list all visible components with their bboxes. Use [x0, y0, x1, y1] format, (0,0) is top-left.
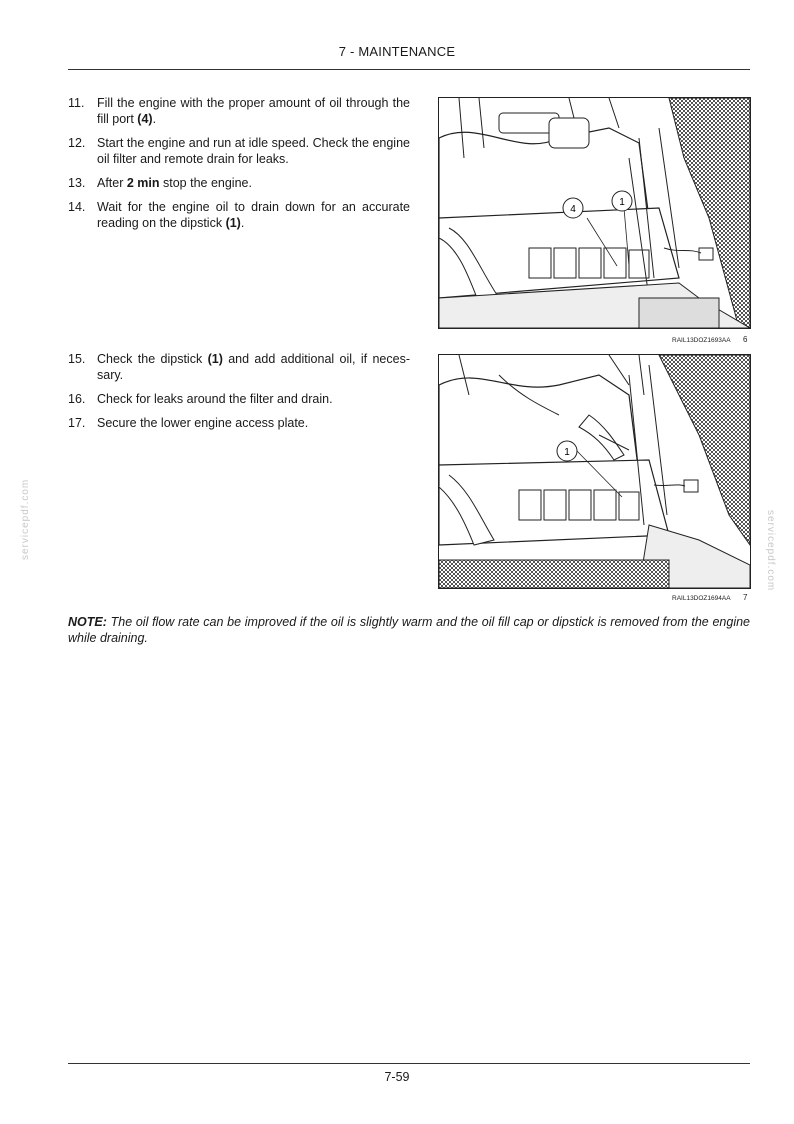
step-text: Wait for the engine oil to drain down for an accurate reading on the dipstick: [97, 200, 410, 230]
engine-illustration-2: [439, 355, 750, 588]
step-bold: 2 min: [126, 176, 160, 190]
step-text: Fill the engine with the proper amount of oil through the fill port: [97, 96, 410, 126]
step-number: 17.: [68, 416, 86, 430]
step-item: [68, 95, 410, 127]
step-number: 13.: [68, 176, 86, 190]
watermark-left: servicepdf.com: [20, 478, 31, 560]
step-text: Check the dipstick: [97, 352, 208, 366]
step-number: 12.: [68, 136, 86, 150]
header-rule: [68, 69, 750, 70]
step-item: [68, 135, 410, 167]
step-item: [68, 415, 410, 431]
step-number: 15.: [68, 352, 86, 366]
step-item: [68, 199, 410, 231]
callout-label-1: 1: [564, 447, 570, 458]
note-label: NOTE:: [68, 615, 107, 629]
figure-7-number: 7: [743, 593, 748, 602]
callout-label-1: 1: [619, 197, 625, 208]
figure-6-number: 6: [743, 335, 748, 344]
step-bold: (1): [225, 216, 241, 230]
steps-list-a: [68, 95, 410, 239]
step-text-end: and add additional oil, if neces-sary.: [97, 352, 410, 382]
step-number: 11.: [68, 96, 85, 110]
step-text: Secure the lower engine access plate.: [97, 416, 309, 430]
watermark-right: servicepdf.com: [765, 510, 776, 592]
engine-illustration-1: [439, 98, 750, 328]
figure-7-code: RAIL13DOZ1694AA: [672, 595, 731, 602]
section-title: 7 - MAINTENANCE: [338, 44, 456, 59]
step-bold: (4): [137, 112, 153, 126]
step-item: [68, 175, 410, 191]
figure-6-code: RAIL13DOZ1693AA: [672, 337, 731, 344]
step-text-end: .: [240, 216, 245, 230]
step-bold: (1): [207, 352, 223, 366]
step-item: [68, 391, 410, 407]
step-text: Start the engine and run at idle speed. Check the engine oil filter and remote drain for leaks.: [97, 136, 410, 166]
steps-list-b: [68, 351, 410, 439]
step-text-end: stop the engine.: [159, 176, 252, 190]
footer-rule: [68, 1063, 750, 1064]
callout-label-4: 4: [570, 204, 576, 215]
step-text: After: [97, 176, 127, 190]
step-number: 14.: [68, 200, 86, 214]
figure-engine-oil-fill: [438, 97, 751, 329]
note-paragraph: [68, 614, 750, 646]
note-text: The oil flow rate can be improved if the oil is slightly warm and the oil fill cap or dipstick is removed from the engine while draining.: [68, 615, 750, 645]
step-number: 16.: [68, 392, 86, 406]
step-text: Check for leaks around the filter and drain.: [97, 392, 333, 406]
step-text-end: .: [152, 112, 157, 126]
page-number: 7-59: [384, 1070, 410, 1084]
step-item: [68, 351, 410, 383]
figure-dipstick-check: [438, 354, 751, 589]
